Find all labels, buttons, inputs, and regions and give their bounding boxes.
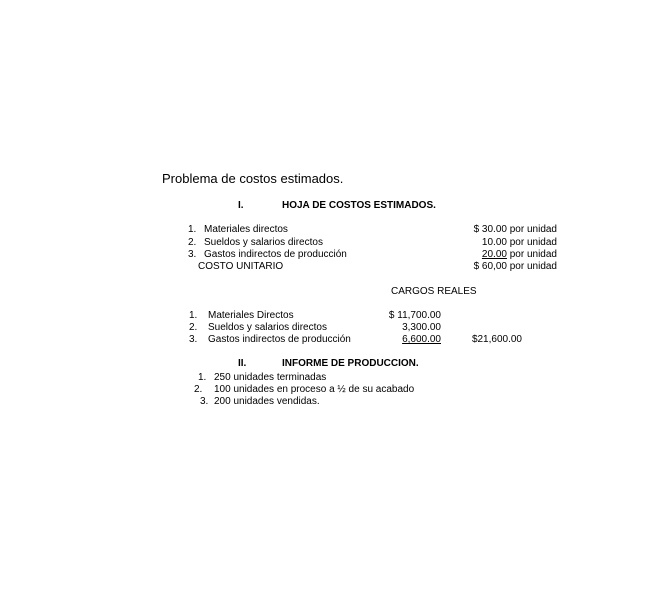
charge-item-number: 3.	[189, 334, 198, 345]
estimated-item-number: 2.	[188, 237, 197, 248]
report-item-label: 250 unidades terminadas	[214, 372, 327, 383]
charge-item-label: Materiales Directos	[208, 310, 294, 321]
report-item-label: 200 unidades vendidas.	[214, 396, 320, 407]
estimated-item-number: 3.	[188, 249, 197, 260]
report-item-number: 3.	[200, 396, 209, 407]
unit-cost-amount: $ 60,00 por unidad	[473, 261, 557, 272]
unit-cost-label: COSTO UNITARIO	[198, 261, 284, 272]
cargos-heading: CARGOS REALES	[391, 286, 477, 297]
estimated-item-amount-value: 20.00	[481, 249, 507, 260]
estimated-item-amount: 10.00 por unidad	[481, 237, 557, 248]
estimated-item-amount-suffix: por unidad	[506, 249, 557, 260]
charge-item-amount: 6,600.00	[402, 334, 441, 345]
estimated-item-number: 1.	[188, 224, 197, 235]
estimated-item-label: Materiales directos	[204, 224, 288, 235]
report-item-label: 100 unidades en proceso a ½ de su acabado	[214, 384, 415, 395]
section2-numeral: II.	[238, 358, 247, 369]
document-title: Problema de costos estimados.	[162, 171, 344, 186]
charge-item-number: 1.	[189, 310, 198, 321]
charges-total: $21,600.00	[471, 334, 522, 345]
charge-item-label: Sueldos y salarios directos	[208, 322, 327, 333]
report-item-number: 2.	[194, 384, 203, 395]
charge-item-label: Gastos indirectos de producción	[208, 334, 351, 345]
charge-item-amount: 3,300.00	[402, 322, 441, 333]
charge-item-number: 2.	[189, 322, 198, 333]
report-item-number: 1.	[198, 372, 207, 383]
estimated-item-amount: $ 30.00 por unidad	[473, 224, 557, 235]
charge-item-amount: $ 11,700.00	[388, 310, 441, 321]
estimated-item-label: Gastos indirectos de producción	[204, 249, 347, 260]
section1-heading: HOJA DE COSTOS ESTIMADOS.	[282, 200, 436, 211]
section1-numeral: I.	[238, 200, 244, 211]
section2-heading: INFORME DE PRODUCCION.	[282, 358, 419, 369]
estimated-item-label: Sueldos y salarios directos	[204, 237, 323, 248]
estimated-item-amount	[482, 249, 557, 261]
